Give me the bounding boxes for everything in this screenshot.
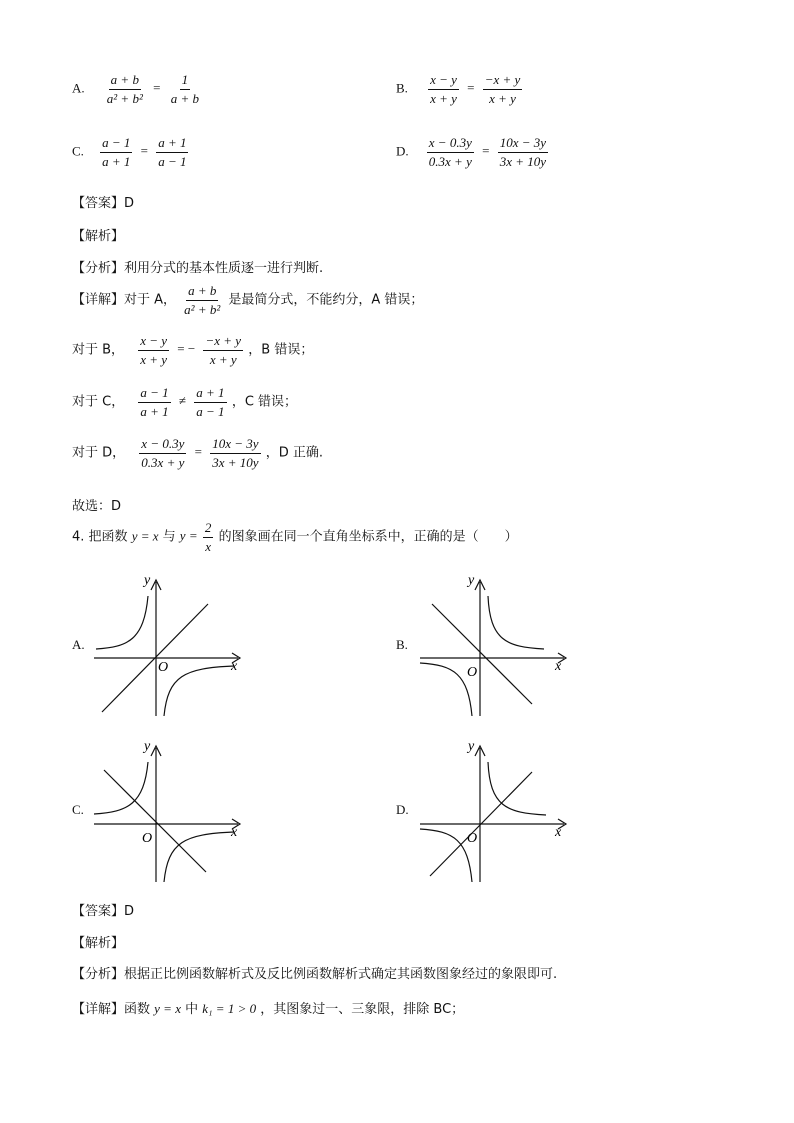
y-axis-label: y bbox=[468, 739, 475, 754]
lhs-denominator: a + 1 bbox=[140, 404, 169, 419]
q4-analysis-title: 【解析】 bbox=[72, 936, 125, 951]
stem-mid: 与 bbox=[162, 529, 176, 545]
option-label: C. bbox=[72, 143, 84, 159]
detail-prefix: 【详解】对于 A， bbox=[72, 292, 177, 308]
lhs-denominator: x + y bbox=[140, 352, 168, 367]
graph-b bbox=[414, 570, 574, 724]
detail-suffix: 是最简分式，不能约分，A 错误； bbox=[228, 292, 424, 308]
rhs-denominator: x + y bbox=[209, 352, 237, 367]
q3-analysis-title: 【解析】 bbox=[72, 229, 125, 244]
stem-suffix: 的图象画在同一个直角坐标系中，正确的是（ ） bbox=[218, 529, 518, 545]
lhs-numerator: x − y bbox=[138, 333, 169, 351]
y-axis-label: y bbox=[144, 573, 151, 588]
rhs-numerator: 10x − 3y bbox=[210, 436, 260, 454]
lhs-numerator: x − 0.3y bbox=[427, 135, 474, 153]
detail-suffix: ，D 正确. bbox=[265, 445, 324, 461]
detail-mid: 中 bbox=[185, 1002, 199, 1017]
relation: = bbox=[194, 444, 202, 460]
graph-c bbox=[88, 736, 248, 890]
rhs-numerator: a + 1 bbox=[194, 385, 226, 403]
function-2-numerator: 2 bbox=[203, 520, 214, 538]
y-axis-label: y bbox=[468, 573, 475, 588]
hyperbola-branch-q1 bbox=[488, 596, 544, 649]
lhs-numerator: a − 1 bbox=[138, 385, 170, 403]
lhs-numerator: x − y bbox=[428, 72, 459, 90]
detail-k-condition: k₁ = 1 > 0 bbox=[202, 1001, 257, 1016]
rhs-denominator: a − 1 bbox=[158, 154, 187, 169]
rhs-denominator: 3x + 10y bbox=[499, 154, 546, 169]
relation: = bbox=[467, 80, 475, 96]
q4-option-label-d: D. bbox=[396, 802, 409, 817]
detail-suffix: ，其图象过一、三象限，排除 BC； bbox=[260, 1002, 465, 1017]
q3-detail-c bbox=[72, 385, 297, 420]
relation: ≠ bbox=[178, 393, 187, 409]
lhs-denominator: a + 1 bbox=[102, 154, 131, 169]
y-axis-label: y bbox=[144, 739, 151, 754]
detail-prefix: 对于 D， bbox=[72, 445, 126, 461]
rhs-denominator: 3x + 10y bbox=[212, 455, 259, 470]
origin-label: O bbox=[158, 660, 169, 675]
lhs-numerator: a − 1 bbox=[100, 135, 132, 153]
rhs-numerator: 10x − 3y bbox=[498, 135, 548, 153]
q3-conclusion: 故选：D bbox=[72, 499, 122, 514]
option-label: B. bbox=[396, 80, 408, 96]
lhs-denominator: 0.3x + y bbox=[428, 154, 472, 169]
hyperbola-branch-q3 bbox=[420, 829, 472, 882]
detail-prefix: 对于 C， bbox=[72, 394, 125, 410]
hyperbola-branch-q2 bbox=[96, 596, 148, 649]
q4-option-label-a: A. bbox=[72, 637, 85, 652]
q3-answer: 【答案】D bbox=[72, 196, 135, 211]
option-label: A. bbox=[72, 80, 85, 96]
origin-label: O bbox=[142, 831, 153, 846]
detail-prefix: 对于 B， bbox=[72, 342, 125, 358]
q4-detail bbox=[72, 998, 464, 1017]
detail-suffix: ，B 错误； bbox=[248, 342, 314, 358]
q4-stem bbox=[72, 520, 518, 555]
origin-label: O bbox=[467, 831, 478, 846]
hyperbola-branch-q4 bbox=[164, 832, 234, 882]
function-2-denominator: x bbox=[205, 539, 211, 554]
rhs-denominator: a − 1 bbox=[196, 404, 225, 419]
lhs-numerator: x − 0.3y bbox=[139, 436, 186, 454]
lhs-denominator: x + y bbox=[430, 91, 457, 106]
q3-analysis-text: 【分析】利用分式的基本性质逐一进行判断. bbox=[72, 261, 324, 276]
graph-d bbox=[414, 736, 574, 890]
x-axis-label: x bbox=[555, 825, 562, 840]
detail-suffix: ，C 错误； bbox=[231, 394, 298, 410]
q4-analysis-text: 【分析】根据正比例函数解析式及反比例函数解析式确定其函数图象经过的象限即可. bbox=[72, 967, 558, 982]
relation: = bbox=[140, 143, 148, 159]
option-label: D. bbox=[396, 143, 409, 159]
hyperbola-branch-q3 bbox=[420, 663, 472, 716]
q3-detail-a bbox=[72, 283, 423, 318]
relation: = bbox=[482, 143, 490, 159]
q3-option-b bbox=[396, 72, 524, 107]
q3-detail-d bbox=[72, 436, 323, 471]
hyperbola-branch-q4 bbox=[164, 666, 234, 716]
hyperbola-branch-q1 bbox=[488, 762, 546, 815]
line-y-eq-neg-x bbox=[432, 604, 532, 704]
rhs-denominator: x + y bbox=[489, 91, 516, 106]
numerator: a + b bbox=[186, 283, 218, 301]
lhs-denominator: a² + b² bbox=[106, 91, 143, 106]
q3-option-a bbox=[72, 72, 203, 107]
function-2-lhs: y = bbox=[179, 528, 198, 544]
rhs-denominator: a + b bbox=[170, 91, 199, 106]
detail-function: y = x bbox=[154, 1001, 181, 1016]
rhs-numerator: 1 bbox=[180, 72, 191, 90]
x-axis-label: x bbox=[231, 825, 238, 840]
function-1: y = x bbox=[131, 528, 159, 544]
x-axis-label: x bbox=[555, 659, 562, 674]
denominator: a² + b² bbox=[184, 302, 221, 317]
rhs-numerator: a + 1 bbox=[156, 135, 188, 153]
relation: = bbox=[153, 80, 161, 96]
relation: = − bbox=[177, 341, 196, 357]
rhs-numerator: −x + y bbox=[203, 333, 243, 351]
stem-prefix: 4. 把函数 bbox=[72, 529, 128, 545]
q4-option-label-c: C. bbox=[72, 802, 84, 817]
q4-answer: 【答案】D bbox=[72, 904, 135, 919]
q3-detail-b bbox=[72, 333, 313, 368]
q4-option-label-b: B. bbox=[396, 637, 408, 652]
graph-a bbox=[88, 570, 248, 724]
detail-prefix: 【详解】函数 bbox=[72, 1002, 151, 1017]
line-y-eq-neg-x bbox=[104, 770, 206, 872]
lhs-numerator: a + b bbox=[109, 72, 141, 90]
x-axis-label: x bbox=[231, 659, 238, 674]
origin-label: O bbox=[467, 665, 478, 680]
rhs-numerator: −x + y bbox=[483, 72, 523, 90]
q3-option-c bbox=[72, 135, 190, 170]
lhs-denominator: 0.3x + y bbox=[141, 455, 185, 470]
q3-option-d bbox=[396, 135, 550, 170]
